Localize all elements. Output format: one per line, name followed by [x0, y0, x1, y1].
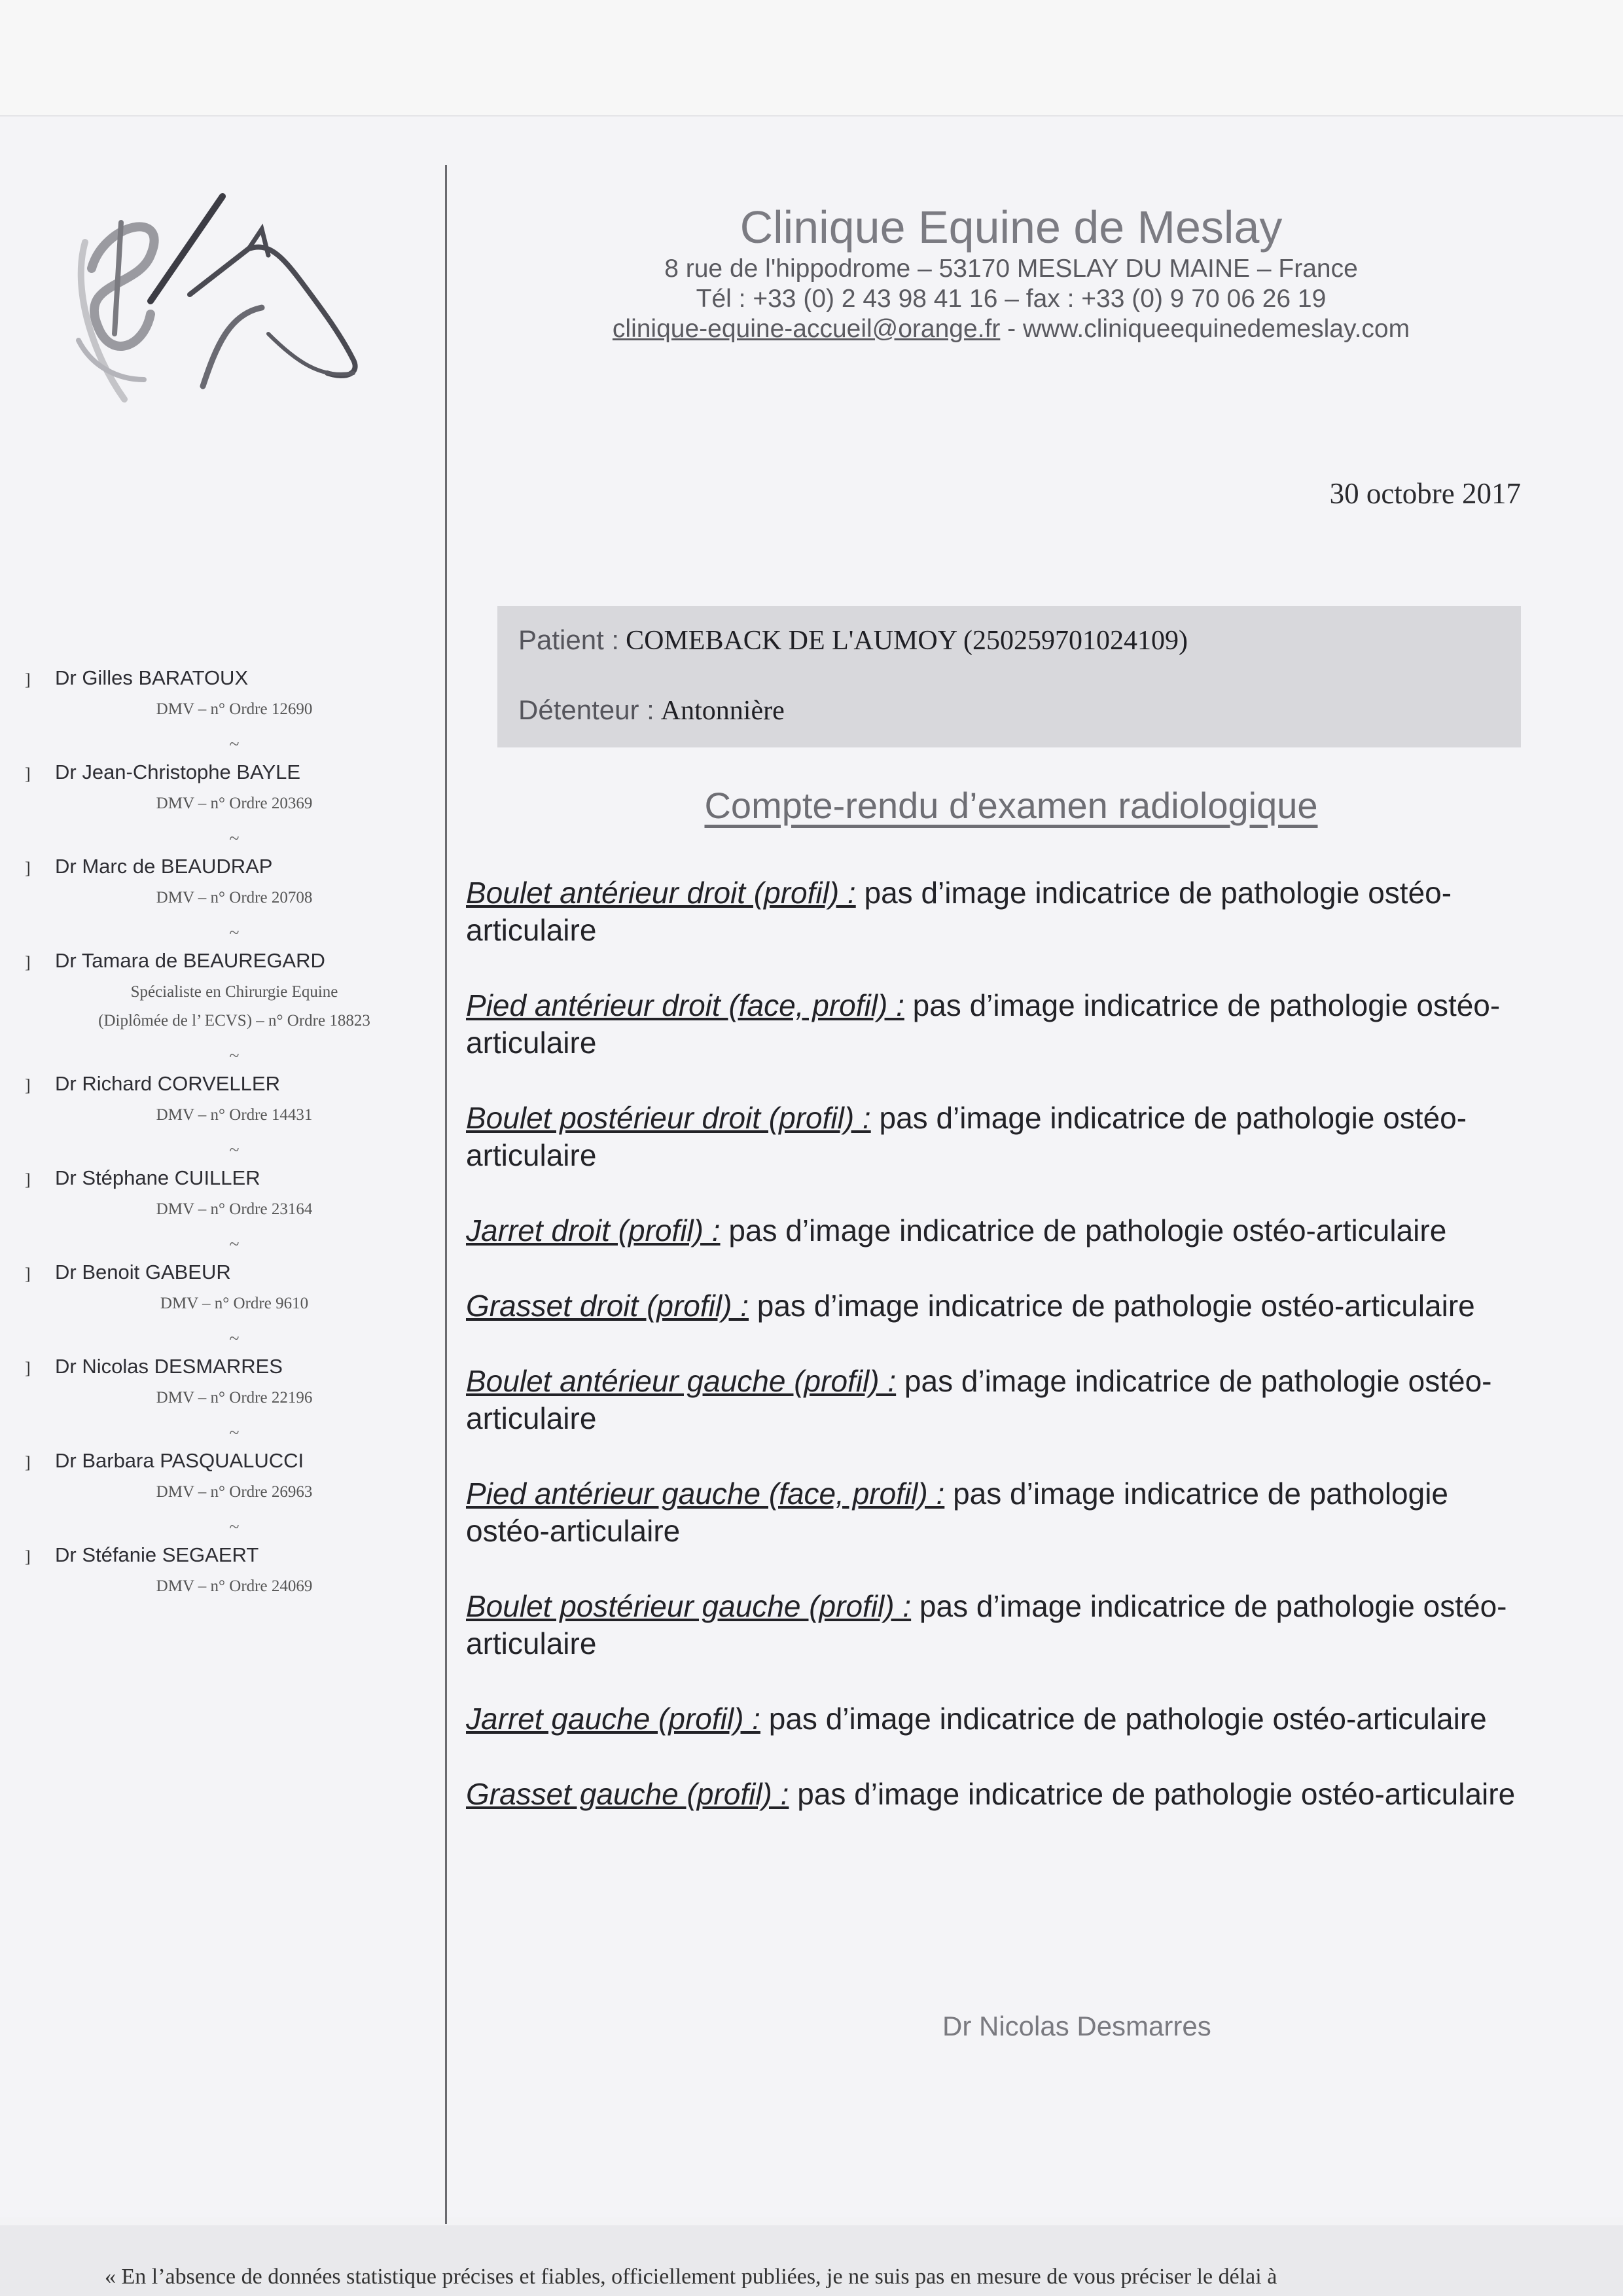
vet-name: Dr Stéphane CUILLER: [55, 1166, 260, 1189]
clinic-email-link[interactable]: clinique-equine-accueil@orange.fr: [612, 315, 1001, 343]
patient-row: [518, 620, 1500, 660]
vet-bullet: ]: [25, 1170, 31, 1189]
vet-name: Dr Barbara PASQUALUCCI: [55, 1449, 304, 1472]
vet-separator: ~: [229, 1329, 240, 1349]
finding-item: [466, 987, 1526, 1062]
clinic-header: [497, 200, 1525, 344]
vet-name: Dr Nicolas DESMARRES: [55, 1355, 283, 1378]
vet-credentials: Spécialiste en Chirurgie Equine (Diplômée de l’ ECVS) – n° Ordre 18823: [98, 983, 370, 1030]
finding-label: Pied antérieur gauche (face, profil) :: [466, 1477, 945, 1511]
finding-text: pas d’image indicatrice de pathologie ostéo-articulaire: [466, 1589, 1507, 1660]
vet-separator: [38, 1601, 431, 1636]
vet-separator: ~: [229, 1234, 240, 1255]
clinic-phone-fax: Tél : +33 (0) 2 43 98 41 16 – fax : +33 (0) 9 70 06 26 19: [696, 285, 1327, 313]
patient-value: COMEBACK DE L'AUMOY (250259701024109): [626, 626, 1188, 656]
clinic-contact-line: [497, 314, 1525, 344]
vet-entry: [25, 1354, 444, 1448]
vet-credentials: DMV – n° Ordre 24069: [156, 1577, 313, 1595]
vet-bullet: ]: [25, 1076, 31, 1095]
finding-text: pas d’image indicatrice de pathologie ostéo-articulaire: [768, 1702, 1487, 1736]
vet-bullet: ]: [25, 1265, 31, 1283]
report-title: [497, 784, 1525, 827]
clinic-website-link[interactable]: www.cliniqueequinedemeslay.com: [1023, 315, 1410, 343]
finding-item: [466, 1287, 1526, 1325]
finding-text: pas d’image indicatrice de pathologie ostéo-articulaire: [466, 876, 1452, 947]
finding-text: pas d’image indicatrice de pathologie ostéo-articulaire: [728, 1213, 1447, 1247]
vet-bullet: ]: [25, 670, 31, 689]
vet-name: Dr Gilles BARATOUX: [55, 666, 249, 689]
vet-credentials: DMV – n° Ordre 14431: [156, 1106, 313, 1124]
vet-name: Dr Tamara de BEAUREGARD: [55, 949, 325, 972]
vet-separator: ~: [229, 1517, 240, 1537]
vet-name: Dr Marc de BEAUDRAP: [55, 855, 273, 878]
finding-label: Boulet antérieur droit (profil) :: [466, 876, 856, 910]
vet-bullet: ]: [25, 1547, 31, 1566]
finding-item: [466, 1475, 1526, 1550]
vet-separator: ~: [229, 1423, 240, 1443]
vet-bullet: ]: [25, 859, 31, 878]
vet-name: Dr Jean-Christophe BAYLE: [55, 761, 301, 783]
patient-info-box: [497, 606, 1521, 747]
vet-entry: [25, 948, 444, 1071]
vet-separator: ~: [229, 734, 240, 755]
vet-bullet: ]: [25, 953, 31, 972]
vet-name: Dr Stéfanie SEGAERT: [55, 1543, 259, 1566]
finding-item: [466, 874, 1526, 949]
vet-entry: [25, 1071, 444, 1165]
finding-label: Jarret gauche (profil) :: [466, 1702, 760, 1736]
report-title-text: Compte-rendu d’examen radiologique: [704, 785, 1318, 826]
vet-bullet: ]: [25, 1453, 31, 1472]
finding-label: Boulet postérieur gauche (profil) :: [466, 1589, 912, 1623]
vet-entry: [25, 853, 444, 948]
owner-row: [518, 691, 1500, 730]
column-divider: [445, 165, 447, 2224]
vet-separator: ~: [229, 1046, 240, 1066]
vet-name: Dr Richard CORVELLER: [55, 1072, 280, 1095]
vet-credentials: DMV – n° Ordre 23164: [156, 1200, 313, 1218]
vet-separator: ~: [229, 923, 240, 943]
clinic-name: Clinique Equine de Meslay: [740, 202, 1283, 253]
finding-text: pas d’image indicatrice de pathologie ostéo-articulaire: [466, 1364, 1492, 1435]
scan-top-margin: [0, 0, 1623, 117]
veterinarian-list: [25, 665, 444, 1636]
finding-text: pas d’image indicatrice de pathologie ostéo-articulaire: [757, 1289, 1475, 1323]
vet-bullet: ]: [25, 764, 31, 783]
clinic-address: 8 rue de l'hippodrome – 53170 MESLAY DU MAINE – France: [664, 255, 1358, 283]
vet-entry: [25, 1165, 444, 1259]
finding-text: pas d’image indicatrice de pathologie ostéo-articulaire: [466, 1477, 1449, 1548]
footer-quote: « En l’absence de données statistique précises et fiables, officiellement publiées, je ne suis pas en mesure de vous préciser le délai à: [105, 2265, 1277, 2289]
finding-item: [466, 1363, 1526, 1437]
finding-item: [466, 1588, 1526, 1662]
finding-text: pas d’image indicatrice de pathologie ostéo-articulaire: [797, 1777, 1516, 1811]
finding-label: Boulet antérieur gauche (profil) :: [466, 1364, 897, 1398]
finding-label: Grasset droit (profil) :: [466, 1289, 749, 1323]
vet-entry: [25, 1448, 444, 1542]
horse-head-logo-icon: [52, 183, 380, 432]
vet-credentials: DMV – n° Ordre 26963: [156, 1483, 313, 1501]
vet-credentials: DMV – n° Ordre 20369: [156, 795, 313, 812]
finding-label: Jarret droit (profil) :: [466, 1213, 721, 1247]
finding-label: Grasset gauche (profil) :: [466, 1777, 789, 1811]
vet-separator: ~: [229, 829, 240, 849]
vet-bullet: ]: [25, 1359, 31, 1378]
finding-text: pas d’image indicatrice de pathologie ostéo-articulaire: [466, 988, 1501, 1060]
vet-entry: [25, 665, 444, 759]
finding-label: Boulet postérieur droit (profil) :: [466, 1101, 871, 1135]
vet-credentials: DMV – n° Ordre 22196: [156, 1389, 313, 1407]
finding-text: pas d’image indicatrice de pathologie ostéo-articulaire: [466, 1101, 1467, 1172]
letter-date: 30 octobre 2017: [1329, 477, 1521, 510]
vet-entry: [25, 1259, 444, 1354]
footer-band: [0, 2225, 1623, 2296]
vet-separator: ~: [229, 1140, 240, 1160]
vet-credentials: DMV – n° Ordre 20708: [156, 889, 313, 906]
vet-entry: [25, 1542, 444, 1636]
findings-list: [466, 874, 1526, 1851]
patient-label: Patient :: [518, 624, 620, 655]
signature: Dr Nicolas Desmarres: [942, 2011, 1211, 2041]
vet-credentials: DMV – n° Ordre 12690: [156, 700, 313, 718]
finding-item: [466, 1776, 1526, 1813]
owner-value: Antonnière: [660, 696, 785, 726]
vet-entry: [25, 759, 444, 853]
finding-item: [466, 1700, 1526, 1738]
finding-item: [466, 1100, 1526, 1174]
owner-label: Détenteur :: [518, 694, 654, 725]
clinic-web-separator: -: [1000, 315, 1024, 343]
finding-item: [466, 1212, 1526, 1249]
vet-credentials: DMV – n° Ordre 9610: [160, 1295, 309, 1312]
finding-label: Pied antérieur droit (face, profil) :: [466, 988, 904, 1022]
vet-name: Dr Benoit GABEUR: [55, 1261, 231, 1283]
